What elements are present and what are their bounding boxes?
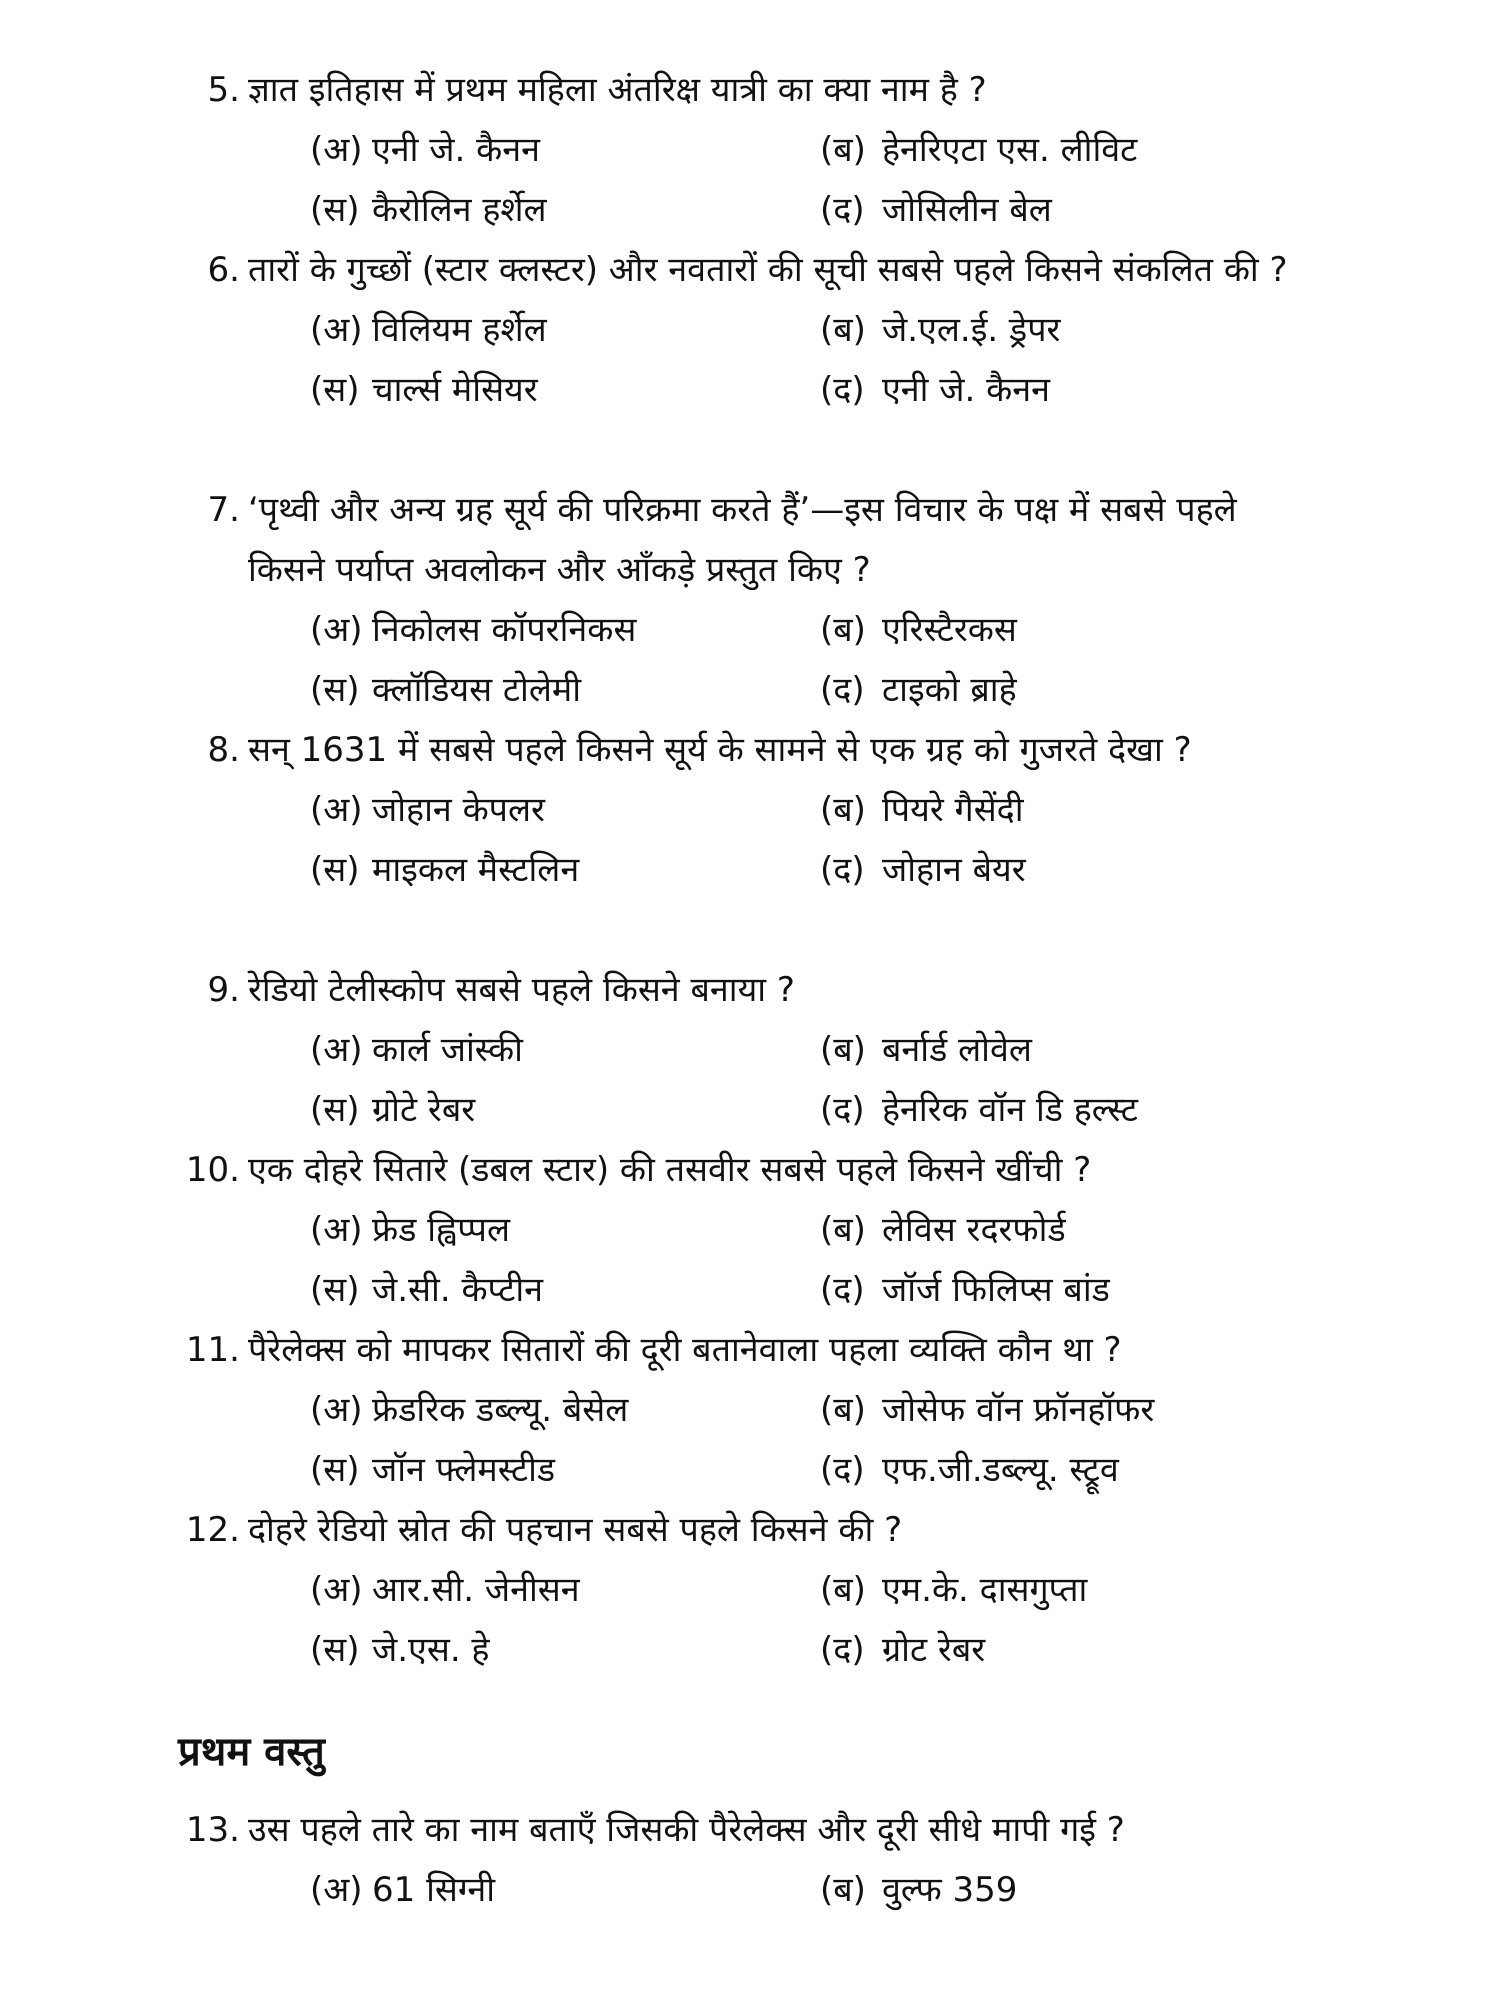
- question-9: [207, 960, 1288, 1140]
- option-marker: (ब): [820, 1390, 866, 1430]
- question-text: उस पहले तारे का नाम बताएँ जिसकी पैरेलेक्स और दूरी सीधे मापी गई ?: [248, 1810, 1125, 1850]
- option-marker: (ब): [820, 130, 866, 170]
- question-text: सन् 1631 में सबसे पहले किसने सूर्य के सामने से एक ग्रह को गुजरते देखा ?: [248, 730, 1192, 770]
- option-a: [310, 120, 540, 180]
- question-number: 11.: [185, 1330, 240, 1370]
- question-number: 12.: [185, 1510, 240, 1550]
- question-8: [207, 720, 1288, 900]
- question-number: 5.: [207, 70, 240, 110]
- option-d: [820, 1260, 1110, 1320]
- option-text: जॉन फ्लेमस्टीड: [372, 1450, 556, 1490]
- option-d: [820, 1440, 1119, 1500]
- option-marker: (अ): [310, 1030, 363, 1070]
- option-row: [248, 1020, 1288, 1080]
- option-text: टाइको ब्राहे: [882, 670, 1017, 710]
- option-c: [310, 360, 538, 420]
- option-marker: (द): [820, 1090, 865, 1130]
- option-d: [820, 180, 1052, 240]
- option-b: [820, 1200, 1066, 1260]
- option-marker: (ब): [820, 610, 866, 650]
- option-text: चार्ल्स मेसियर: [372, 370, 538, 410]
- option-text: वुल्फ 359: [882, 1870, 1018, 1910]
- question-text: पैरेलेक्स को मापकर सितारों की दूरी बतानेवाला पहला व्यक्ति कौन था ?: [248, 1330, 1122, 1370]
- option-marker: (ब): [820, 1210, 866, 1250]
- option-text: जे.सी. कैप्टीन: [372, 1270, 544, 1310]
- option-a: [310, 1020, 523, 1080]
- option-text: एनी जे. कैनन: [372, 130, 540, 170]
- question-text: रेडियो टेलीस्कोप सबसे पहले किसने बनाया ?: [248, 970, 795, 1010]
- option-row: [248, 840, 1288, 900]
- option-marker: (द): [820, 1270, 865, 1310]
- option-text: ग्रोट रेबर: [882, 1630, 986, 1670]
- question-text: एक दोहरे सितारे (डबल स्टार) की तसवीर सबसे पहले किसने खींची ?: [248, 1150, 1092, 1190]
- option-text: जोहान बेयर: [882, 850, 1026, 890]
- option-row: [248, 1200, 1288, 1260]
- option-text: एरिस्टैरकस: [882, 610, 1017, 650]
- question-12: [185, 1500, 1288, 1680]
- option-marker: (द): [820, 190, 865, 230]
- option-text: विलियम हर्शेल: [372, 310, 547, 350]
- question-13: [185, 1800, 1288, 1920]
- option-c: [310, 840, 579, 900]
- option-d: [820, 1620, 985, 1680]
- question-10: [185, 1140, 1288, 1320]
- option-c: [310, 660, 581, 720]
- question-number: 10.: [185, 1150, 240, 1190]
- option-row: [248, 120, 1288, 180]
- option-marker: (स): [310, 850, 360, 890]
- option-text: एनी जे. कैनन: [882, 370, 1050, 410]
- option-marker: (स): [310, 370, 360, 410]
- option-text: हेनरिएटा एस. लीविट: [882, 130, 1138, 170]
- option-text: फ्रेडरिक डब्ल्यू. बेसेल: [372, 1390, 629, 1430]
- option-text: आर.सी. जेनीसन: [372, 1570, 580, 1610]
- option-text: जॉर्ज फिलिप्स बांड: [882, 1270, 1110, 1310]
- option-marker: (अ): [310, 790, 363, 830]
- option-text: एफ.जी.डब्ल्यू. स्ट्रूव: [882, 1450, 1119, 1490]
- question-7: [207, 480, 1288, 720]
- question-number: 13.: [185, 1810, 240, 1850]
- option-text: 61 सिग्नी: [372, 1870, 496, 1910]
- option-a: [310, 1860, 495, 1920]
- option-d: [820, 840, 1026, 900]
- option-c: [310, 180, 547, 240]
- option-text: जे.एस. हे: [372, 1630, 490, 1670]
- option-text: क्लॉडियस टोलेमी: [372, 670, 582, 710]
- option-marker: (अ): [310, 1870, 363, 1910]
- option-b: [820, 300, 1060, 360]
- option-row: [248, 1860, 1288, 1920]
- option-b: [820, 1020, 1032, 1080]
- option-row: [248, 1620, 1288, 1680]
- option-text: जे.एल.ई. ड्रेपर: [882, 310, 1061, 350]
- option-text: हेनरिक वॉन डि हल्स्ट: [882, 1090, 1138, 1130]
- option-text: कैरोलिन हर्शेल: [372, 190, 547, 230]
- option-b: [820, 1380, 1154, 1440]
- option-text: फ्रेड ह्विप्पल: [372, 1210, 511, 1250]
- option-b: [820, 120, 1137, 180]
- option-a: [310, 780, 545, 840]
- option-row: [248, 1380, 1288, 1440]
- question-text: तारों के गुच्छों (स्टार क्लस्टर) और नवतारों की सूची सबसे पहले किसने संकलित की ?: [248, 250, 1288, 290]
- option-marker: (स): [310, 1270, 360, 1310]
- option-c: [310, 1260, 543, 1320]
- option-row: [248, 1440, 1288, 1500]
- option-text: कार्ल जांस्की: [372, 1030, 523, 1070]
- option-text: जोहान केपलर: [372, 790, 545, 830]
- option-a: [310, 1200, 510, 1260]
- option-c: [310, 1620, 490, 1680]
- question-text: दोहरे रेडियो स्रोत की पहचान सबसे पहले किसने की ?: [248, 1510, 903, 1550]
- option-marker: (अ): [310, 1210, 363, 1250]
- question-number: 7.: [207, 490, 240, 530]
- question-text: ज्ञात इतिहास में प्रथम महिला अंतरिक्ष यात्री का क्या नाम है ?: [248, 70, 987, 110]
- option-marker: (ब): [820, 1570, 866, 1610]
- option-b: [820, 600, 1017, 660]
- option-d: [820, 660, 1017, 720]
- option-marker: (द): [820, 1630, 865, 1670]
- option-b: [820, 1560, 1087, 1620]
- option-text: एम.के. दासगुप्ता: [882, 1570, 1088, 1610]
- option-text: जोसिलीन बेल: [882, 190, 1052, 230]
- option-row: [248, 1560, 1288, 1620]
- option-text: लेविस रदरफोर्ड: [882, 1210, 1066, 1250]
- option-row: [248, 600, 1288, 660]
- option-d: [820, 1080, 1138, 1140]
- option-marker: (स): [310, 1450, 360, 1490]
- option-marker: (स): [310, 190, 360, 230]
- option-c: [310, 1080, 475, 1140]
- option-marker: (अ): [310, 310, 363, 350]
- option-row: [248, 660, 1288, 720]
- option-a: [310, 600, 636, 660]
- question-number: 9.: [207, 970, 240, 1010]
- option-c: [310, 1440, 555, 1500]
- option-row: [248, 180, 1288, 240]
- question-6: [207, 240, 1288, 420]
- option-marker: (स): [310, 1630, 360, 1670]
- option-marker: (ब): [820, 310, 866, 350]
- question-text: ‘पृथ्वी और अन्य ग्रह सूर्य की परिक्रमा करते हैं’—इस विचार के पक्ष में सबसे पहले किसने पर्याप्त अवलोकन और आँकड़े प्रस्तुत किए ?: [248, 490, 1237, 590]
- option-b: [820, 780, 1024, 840]
- option-a: [310, 1380, 628, 1440]
- option-marker: (अ): [310, 1570, 363, 1610]
- option-marker: (ब): [820, 1870, 866, 1910]
- option-marker: (द): [820, 670, 865, 710]
- option-text: माइकल मैस्टलिन: [372, 850, 580, 890]
- option-row: [248, 300, 1288, 360]
- option-text: जोसेफ वॉन फ्रॉनहॉफर: [882, 1390, 1155, 1430]
- option-row: [248, 360, 1288, 420]
- question-11: [185, 1320, 1288, 1500]
- option-text: निकोलस कॉपरनिकस: [372, 610, 637, 650]
- question-number: 6.: [207, 250, 240, 290]
- option-row: [248, 1260, 1288, 1320]
- option-marker: (अ): [310, 130, 363, 170]
- option-marker: (द): [820, 850, 865, 890]
- option-text: ग्रोटे रेबर: [372, 1090, 476, 1130]
- option-marker: (स): [310, 670, 360, 710]
- option-b: [820, 1860, 1017, 1920]
- option-text: बर्नार्ड लोवेल: [882, 1030, 1032, 1070]
- option-marker: (द): [820, 370, 865, 410]
- option-a: [310, 300, 547, 360]
- option-marker: (अ): [310, 610, 363, 650]
- question-number: 8.: [207, 730, 240, 770]
- section-heading: प्रथम वस्तु: [178, 1729, 325, 1775]
- option-marker: (ब): [820, 1030, 866, 1070]
- option-d: [820, 360, 1050, 420]
- option-marker: (स): [310, 1090, 360, 1130]
- question-5: [207, 60, 1288, 240]
- option-marker: (ब): [820, 790, 866, 830]
- option-marker: (द): [820, 1450, 865, 1490]
- option-marker: (अ): [310, 1390, 363, 1430]
- option-row: [248, 780, 1288, 840]
- option-text: पियरे गैसेंदी: [882, 790, 1024, 830]
- option-row: [248, 1080, 1288, 1140]
- option-a: [310, 1560, 580, 1620]
